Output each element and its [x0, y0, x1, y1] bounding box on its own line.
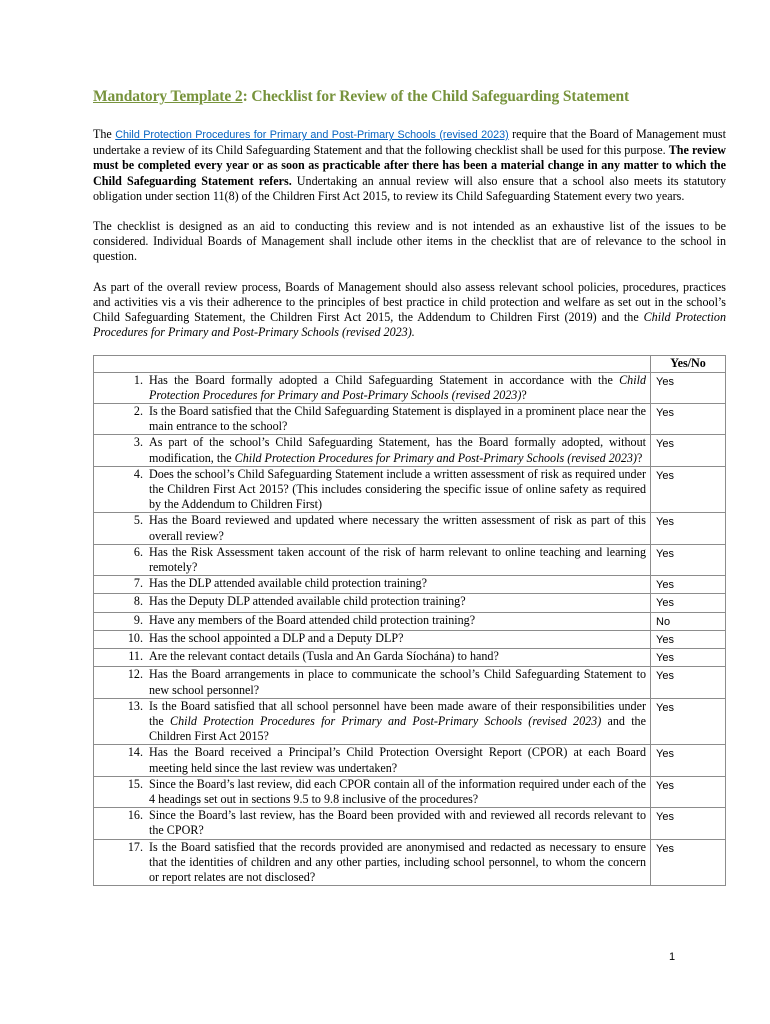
question-number: 15.: [127, 776, 143, 791]
question-number: 11.: [128, 649, 143, 664]
question-number: 3.: [133, 435, 143, 450]
question-cell: [94, 667, 651, 698]
answer-cell: Yes: [651, 435, 726, 466]
question-cell: [94, 372, 651, 403]
answer-cell: Yes: [651, 776, 726, 807]
question-cell: [94, 649, 651, 667]
answer-cell: Yes: [651, 466, 726, 513]
question-number: 2.: [133, 404, 143, 419]
question-text: Does the school’s Child Safeguarding Statement include a written assessment of risk as required under the Children First Act 2015? (This includes considering the specific issue of online safety as required by the Addendum to Children First): [149, 466, 646, 512]
question-number: 5.: [133, 513, 143, 528]
question-number: 9.: [133, 612, 143, 627]
page-title: Mandatory Template 2: Checklist for Review of the Child Safeguarding Statement: [93, 88, 630, 105]
answer-cell: Yes: [651, 630, 726, 648]
question-text: Has the school appointed a DLP and a Deputy DLP?: [149, 630, 404, 645]
table-row: [94, 745, 726, 776]
question-cell: [94, 776, 651, 807]
template-label: Mandatory Template 2: [93, 88, 243, 105]
table-header-row: [94, 356, 726, 372]
table-row: [94, 594, 726, 612]
question-number: 17.: [127, 839, 143, 854]
question-text: Has the Board formally adopted a Child Safeguarding Statement in accordance with the Child Protection Procedures for Primary and Post-Primary Schools (revised 2023)?: [149, 372, 646, 402]
answer-cell: Yes: [651, 745, 726, 776]
question-text: Since the Board’s last review, did each CPOR contain all of the information required under each of the 4 headings set out in sections 9.5 to 9.8 inclusive of the procedures?: [149, 776, 646, 806]
question-text: Has the Deputy DLP attended available child protection training?: [149, 594, 466, 609]
table-row: [94, 576, 726, 594]
question-text: Is the Board satisfied that the records provided are anonymised and redacted as necessary to ensure that the identities of children and any other parties, including school personnel, to whom the concern or report relates are not disclosed?: [149, 839, 646, 884]
question-cell: [94, 544, 651, 575]
question-number: 8.: [133, 594, 143, 609]
question-cell: [94, 745, 651, 776]
answer-cell: Yes: [651, 513, 726, 544]
answer-cell: Yes: [651, 404, 726, 435]
question-cell: [94, 513, 651, 544]
question-text: As part of the school’s Child Safeguarding Statement, has the Board formally adopted, without modification, the Child Protection Procedures for Primary and Post-Primary Schools (revised 2023)?: [149, 435, 646, 465]
procedures-link[interactable]: Child Protection Procedures for Primary and Post-Primary Schools (revised 2023): [115, 129, 509, 141]
checklist-table: [93, 355, 726, 886]
question-cell: [94, 576, 651, 594]
question-text: Has the Board received a Principal’s Child Protection Oversight Report (CPOR) at each Board meeting held since the last review was undertaken?: [149, 745, 646, 775]
question-cell: [94, 808, 651, 839]
answer-cell: Yes: [651, 594, 726, 612]
page-number: 1: [669, 951, 676, 963]
table-row: [94, 612, 726, 630]
table-row: [94, 839, 726, 886]
question-cell: [94, 435, 651, 466]
question-text: Are the relevant contact details (Tusla and An Garda Síochána) to hand?: [149, 649, 499, 664]
document-page: [93, 88, 726, 886]
answer-cell: Yes: [651, 544, 726, 575]
question-cell: [94, 839, 651, 886]
question-text: Has the DLP attended available child protection training?: [149, 576, 427, 591]
answer-cell: Yes: [651, 667, 726, 698]
question-text: Has the Board arrangements in place to communicate the school’s Child Safeguarding Statement to new school personnel?: [149, 667, 646, 697]
question-cell: [94, 594, 651, 612]
table-row: [94, 404, 726, 435]
table-row: [94, 667, 726, 698]
question-cell: [94, 466, 651, 513]
question-cell: [94, 404, 651, 435]
question-cell: [94, 630, 651, 648]
table-row: [94, 808, 726, 839]
question-number: 7.: [133, 576, 143, 591]
question-number: 12.: [127, 667, 143, 682]
question-number: 6.: [133, 544, 143, 559]
table-row: [94, 544, 726, 575]
question-number: 4.: [133, 466, 143, 481]
answer-cell: Yes: [651, 808, 726, 839]
table-row: [94, 649, 726, 667]
answer-cell: Yes: [651, 649, 726, 667]
answer-cell: Yes: [651, 698, 726, 745]
intro-paragraph-2: The checklist is designed as an aid to conducting this review and is not intended as an exhaustive list of the issues to be considered. Individual Boards of Management shall include other items in the checklist that are of relevance to the school in question.: [93, 219, 726, 264]
table-row: [94, 698, 726, 745]
question-number: 14.: [127, 745, 143, 760]
table-row: [94, 513, 726, 544]
intro-paragraph-1: The Child Protection Procedures for Primary and Post-Primary Schools (revised 2023) require that the Board of Management must undertake a review of its Child Safeguarding Statement and that the following checklist shall be used for this purpose. The review must be completed every year or as soon as practicable after there has been a material change in any matter to which the Child Safeguarding Statement refers. Undertaking an annual review will also ensure that a school also meets its statutory obligation under section 11(8) of the Children First Act 2015, to review its Child Safeguarding Statement every two years.: [93, 127, 727, 203]
table-row: [94, 776, 726, 807]
answer-cell: No: [651, 612, 726, 630]
question-number: 16.: [127, 808, 143, 823]
question-text: Has the Board reviewed and updated where necessary the written assessment of risk as part of this overall review?: [149, 513, 646, 543]
question-cell: [94, 698, 651, 745]
question-text: Has the Risk Assessment taken account of the risk of harm relevant to online teaching and learning remotely?: [149, 544, 646, 575]
question-number: 1.: [133, 372, 143, 387]
table-row: [94, 466, 726, 513]
question-text: Since the Board’s last review, has the Board been provided with and reviewed all records relevant to the CPOR?: [149, 808, 646, 838]
intro-paragraph-3: As part of the overall review process, Boards of Management should also assess relevant school policies, procedures, practices and activities vis a vis their adherence to the principles of best practice in child protection and welfare as set out in the school’s Child Safeguarding Statement, the Children First Act 2015, the Addendum to Children First (2019) and the Child Protection Procedures for Primary and Post-Primary Schools (revised 2023).: [93, 279, 726, 340]
table-row: [94, 630, 726, 648]
question-number: 13.: [127, 698, 143, 713]
answer-cell: Yes: [651, 372, 726, 403]
question-cell: [94, 612, 651, 630]
table-row: [94, 372, 726, 403]
question-number: 10.: [127, 630, 143, 645]
table-row: [94, 435, 726, 466]
question-text: Have any members of the Board attended child protection training?: [149, 612, 476, 627]
answer-cell: Yes: [651, 576, 726, 594]
answer-cell: Yes: [651, 839, 726, 886]
question-text: Is the Board satisfied that all school personnel have been made aware of their responsibilities under the Child Protection Procedures for Primary and Post-Primary Schools (revised 2023) and the Children First Act 2015?: [149, 698, 646, 744]
title-text: Checklist for Review of the Child Safeguarding Statement: [247, 88, 630, 105]
question-text: Is the Board satisfied that the Child Safeguarding Statement is displayed in a prominent place near the main entrance to the school?: [149, 404, 646, 434]
yes-no-header: Yes/No: [651, 356, 726, 372]
